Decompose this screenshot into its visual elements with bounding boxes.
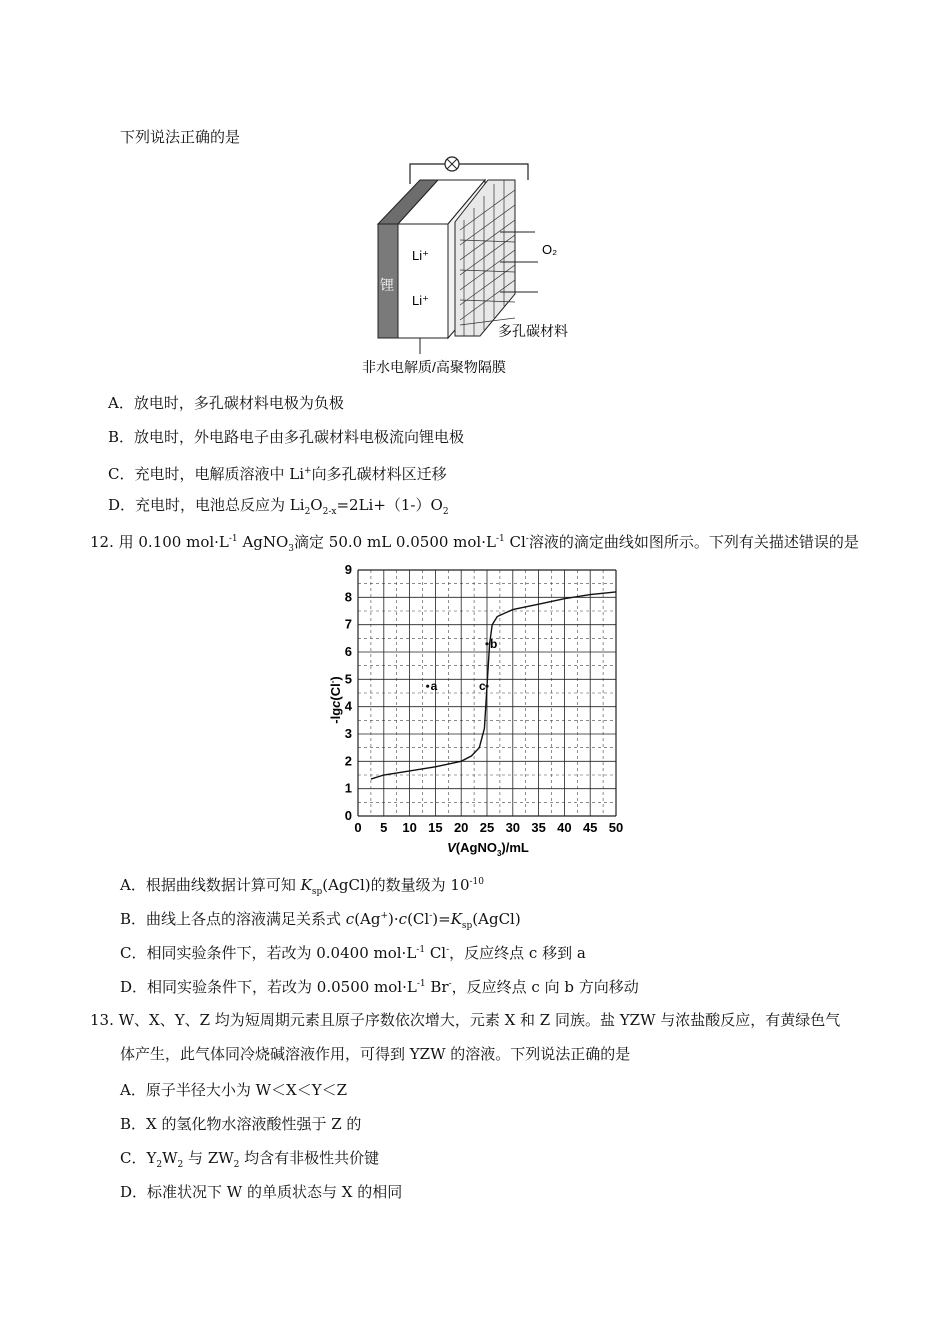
x-tick-label: 40: [557, 820, 572, 835]
o2-label: O₂: [542, 242, 558, 257]
point-b-marker: [485, 642, 488, 645]
q13-stem-line1: 13. W、X、Y、Z 均为短周期元素且原子序数依次增大，元素 X 和 Z 同族。盐 YZW 与浓盐酸反应，有黄绿色气: [90, 1011, 841, 1029]
intro-text: 下列说法正确的是: [120, 128, 241, 146]
q13-option-d: D．标准状况下 W 的单质状态与 X 的相同: [120, 1183, 403, 1201]
lithium-label: 锂: [380, 277, 394, 293]
x-tick-label: 30: [505, 820, 521, 835]
q13-option-c: C．$Y_2W_2$ 与 $ZW_2$ 均含有非极性共价键: [120, 1149, 380, 1170]
x-tick-label: 15: [428, 820, 443, 835]
q11-option-d: D．充电时，电池总反应为 $Li_2O_{2-x}=2Li+(1-)O_2$: [108, 496, 449, 517]
point-a-label: a: [430, 679, 438, 694]
y-tick-label: 8: [344, 589, 352, 605]
x-tick-label: 50: [608, 820, 624, 835]
point-c-label: c: [479, 679, 486, 694]
q11-option-a: A．放电时，多孔碳材料电极为负极: [108, 394, 344, 412]
x-tick-label: 45: [582, 820, 598, 835]
y-tick-label: 4: [344, 698, 352, 714]
q13-stem-line2: 体产生，此气体同冷烧碱溶液作用，可得到 YZW 的溶液。下列说法正确的是: [120, 1045, 631, 1063]
titration-curve: [371, 592, 616, 779]
electrolyte: [398, 224, 448, 338]
q11-option-c: C．充电时，电解质溶液中 Li+向多孔碳材料区迁移: [108, 465, 447, 483]
x-tick-label: 35: [531, 820, 546, 835]
membrane-caption: 非水电解质/高聚物隔膜: [362, 359, 506, 375]
point-b-label: b: [490, 636, 498, 651]
y-tick-label: 0: [344, 808, 352, 823]
q13-option-b: B．X 的氢化物水溶液酸性强于 Z 的: [120, 1115, 362, 1133]
y-tick-label: 5: [344, 671, 352, 687]
titration-chart: [320, 560, 640, 860]
y-tick-label: 2: [344, 753, 352, 769]
x-tick-label: 0: [354, 820, 362, 835]
q12-stem: 12. 用 0.100 $mol\cdot L^{-1}$ AgNO$_3$滴定 50.0 mL 0.0500 $mol\cdot L^{-1}$ Cl-溶液的滴定曲线如图所示。下列有关描述错误的是: [90, 533, 859, 554]
q13-option-a: A．原子半径大小为 W＜X＜Y＜Z: [120, 1081, 348, 1099]
point-c-marker: [485, 685, 488, 688]
y-tick-labels: [345, 562, 353, 823]
x-tick-label: 20: [453, 820, 469, 835]
q12-option-b: B．曲线上各点的溶液满足关系式 $c(Ag^+)\cdot c(Cl^-)=K_{sp}(AgCl)$: [120, 910, 521, 931]
y-tick-label: 3: [344, 726, 352, 741]
q12-option-d: D．相同实验条件下，若改为 0.0500 $mol\cdot L^{-1}$ Br-，反应终点 c 向 b 方向移动: [120, 978, 639, 996]
li-ion-label-1: Li⁺: [412, 248, 429, 263]
x-axis-label: V(AgNO$_3$)/mL: [447, 840, 529, 858]
x-tick-labels: [354, 820, 623, 835]
li-ion-label-2: Li⁺: [412, 293, 429, 308]
q11-option-b: B．放电时，外电路电子由多孔碳材料电极流向锂电极: [108, 428, 465, 446]
x-tick-label: 5: [380, 820, 388, 835]
y-tick-label: 6: [344, 644, 352, 659]
x-tick-label: 25: [479, 820, 495, 835]
y-tick-label: 1: [344, 780, 352, 796]
point-a-marker: [426, 685, 429, 688]
q12-option-c: C．相同实验条件下，若改为 0.0400 $mol\cdot L^{-1}$ Cl-，反应终点 c 移到 a: [120, 944, 586, 962]
y-tick-label: 9: [344, 562, 352, 577]
y-axis-label: -lgc(Cl-): [328, 676, 343, 724]
q12-option-a: A．根据曲线数据计算可知 $K_{sp}(AgCl)$的数量级为 $10^{-10}$: [120, 876, 484, 897]
porous-carbon-label: 多孔碳材料: [498, 323, 568, 339]
battery-diagram: [360, 150, 600, 380]
x-tick-label: 10: [402, 820, 417, 835]
y-tick-label: 7: [344, 616, 352, 632]
